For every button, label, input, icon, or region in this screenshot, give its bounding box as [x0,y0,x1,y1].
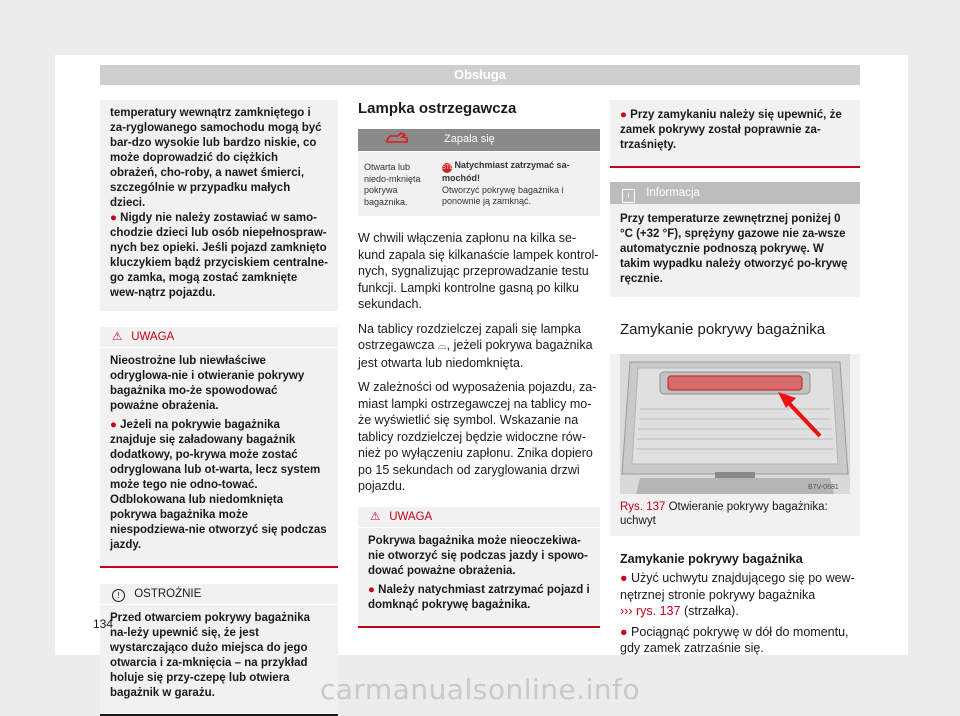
action-bold-text: Natychmiast zatrzymać sa-mochód! [442,160,570,183]
warning-paragraph: Nieostrożne lub niewłaściwe odryglowa-nie i otwieranie pokrywy bagażnika mo-że spowodować poważne obrażenia. [110,355,305,412]
car-open-trunk-icon [386,132,408,144]
action-text: Otworzyć pokrywę bagażnika i ponownie ją zamknąć. [442,184,564,206]
info-header [610,182,860,204]
caution-header [100,584,338,605]
continued-warning-box-right [610,100,860,168]
bullet-icon: ● [110,212,121,224]
warning-bullet: ● Przy zamykaniu należy się upewnić, że zamek pokrywy został poprawnie za-trzaśnięty. [620,109,842,151]
continued-warning-box [100,100,338,311]
warning-paragraph: Pokrywa bagażnika może nieoczekiwa-nie otworzyć się podczas jazdy i spowo-dować poważne obrażenia. [368,534,588,577]
figure-caption-text: Otwieranie pokrywy bagażnika: uchwyt [620,501,828,527]
warning-body [100,348,338,566]
warning-triangle-icon: ⚠ [370,510,381,523]
info-box [610,182,860,297]
figure [610,354,860,536]
caution-paragraph: Przed otwarciem pokrywy bagażnika na-leży upewnić się, że jest wystarczająco dużo miejsca do jego otwarcia i za-mknięcia – na przykład holuje się przy-czepę lub otwiera bagażnik w garażu. [110,612,311,699]
continued-paragraph: temperatury wewnątrz zamkniętego i za-ryglowanego samochodu mogą być bar-dzo wysokie lub bardzo niskie, co może doprowadzić do ciężkich obrażeń, cho-roby, a nawet śmierci, szczególnie w przypadku małych dzieci. [110,107,322,209]
list-item: ● Użyć uchwytu znajdującego się po wew-nętrznej stronie pokrywy bagażnika ››› rys. 137 (strzałka). [620,571,855,618]
warning-box-2 [358,507,600,628]
section-title-warning-lamp: Lampka ostrzegawcza [358,100,517,117]
info-title: Informacja [646,187,700,199]
car-open-trunk-icon: ⌓ [437,340,447,352]
warning-title: UWAGA [389,510,433,523]
column-middle [358,100,600,628]
page-number: 134 [93,617,114,631]
section-title-closing: Zamykanie pokrywy bagażnika [620,321,826,338]
figure-ref: Rys. 137 [620,501,666,513]
info-icon: i [622,189,635,203]
table-header-icon [358,129,436,152]
trunk-lid-illustration [620,354,850,494]
watermark: carmanualsonline.info [319,673,641,706]
paragraph-symbol: W zależności od wyposażenia pojazdu, za-miast lampki ostrzegawczej na tablicy mo-że wyświetlić się symbol. Wskazanie na tablicy rozdzielczej będzie widoczne rów-nież po wyłączeniu zapłonu. Znika dopiero po 15 sekundach od zaryglowania drzwi pojazdu. [358,380,597,493]
stop-lamp-icon: STOP [442,165,459,171]
bullet-icon: ● [110,419,121,431]
warning-title: UWAGA [131,331,175,343]
warning-header [358,507,600,528]
table-row [358,152,600,217]
page-header: Obsługa [100,65,860,85]
warning-box [100,327,338,568]
cross-reference-arrow: ››› [620,604,633,618]
bullet-icon: ● [620,624,632,639]
continued-bullet: ● Nigdy nie należy zostawiać w samo-chodzie dzieci lub osób niepełnospraw-nych bez opieki. Jeśli pojazd zamknięto kluczykiem bądź przyciskiem centralne-go zamka, mogą zostać zamknięte wew-nątrz pojazdu. [110,212,328,299]
warning-bullet: ● Należy natychmiast zatrzymać pojazd i domknąć pokrywę bagażnika. [368,583,590,611]
paragraph-lamp: Na tablicy rozdzielczej zapali się lampka ostrzegawcza ⌓, jeżeli pokrywa bagażnika jest otwarta lub niedomknięta. [358,321,593,370]
list-item: ● Pociągnąć pokrywę w dół do momentu, gdy zamek zatrzaśnie się. [620,624,849,655]
paragraph-ignition: W chwili włączenia zapłonu na kilka se-kund zapala się kilkanaście lampek kontrol-nych, sygnalizując przeprowadzanie testu funkcji. Lampki kontrolne gasną po kilku sekundach. [358,231,599,311]
warning-lamp-table [358,129,600,216]
column-right [610,100,860,661]
cross-reference-link[interactable]: rys. 137 [635,604,681,618]
table-cell-action [436,152,600,217]
figure-caption [610,494,860,536]
subheading-closing: Zamykanie pokrywy bagażnika [620,552,803,566]
bullet-icon: ● [368,583,379,596]
bullet-icon: ● [620,571,632,585]
exclamation-circle-icon: ! [112,589,125,602]
info-body: Przy temperaturze zewnętrznej poniżej 0 °C (+32 °F), sprężyny gazowe nie za-wsze automatycznie podnoszą pokrywę. W takim wypadku należy otworzyć po-krywę ręcznie. [620,213,848,285]
warning-bullet: ● Jeżeli na pokrywie bagażnika znajduje się załadowany bagażnik dodatkowy, po-krywa może zostać odryglowana lub ot-warta, lecz system może tego nie odno-tować. Odblokowana lub niedomknięta pokrywa bagażnika może niespodziewa-nie otworzyć się podczas jazdy. [110,419,327,551]
table-cell-condition: Otwarta lub niedo-mknięta pokrywa bagażnika. [358,152,436,217]
bullet-icon: ● [620,109,631,121]
continued-warning-body [610,100,860,166]
table-header-lights-up: Zapala się [436,129,600,152]
warning-header [100,327,338,348]
column-left [100,100,338,716]
warning-body [358,528,600,626]
warning-triangle-icon: ⚠ [112,331,123,343]
caution-title: OSTROŻNIE [134,588,202,600]
figure-code: B7V-0681 [808,484,839,491]
